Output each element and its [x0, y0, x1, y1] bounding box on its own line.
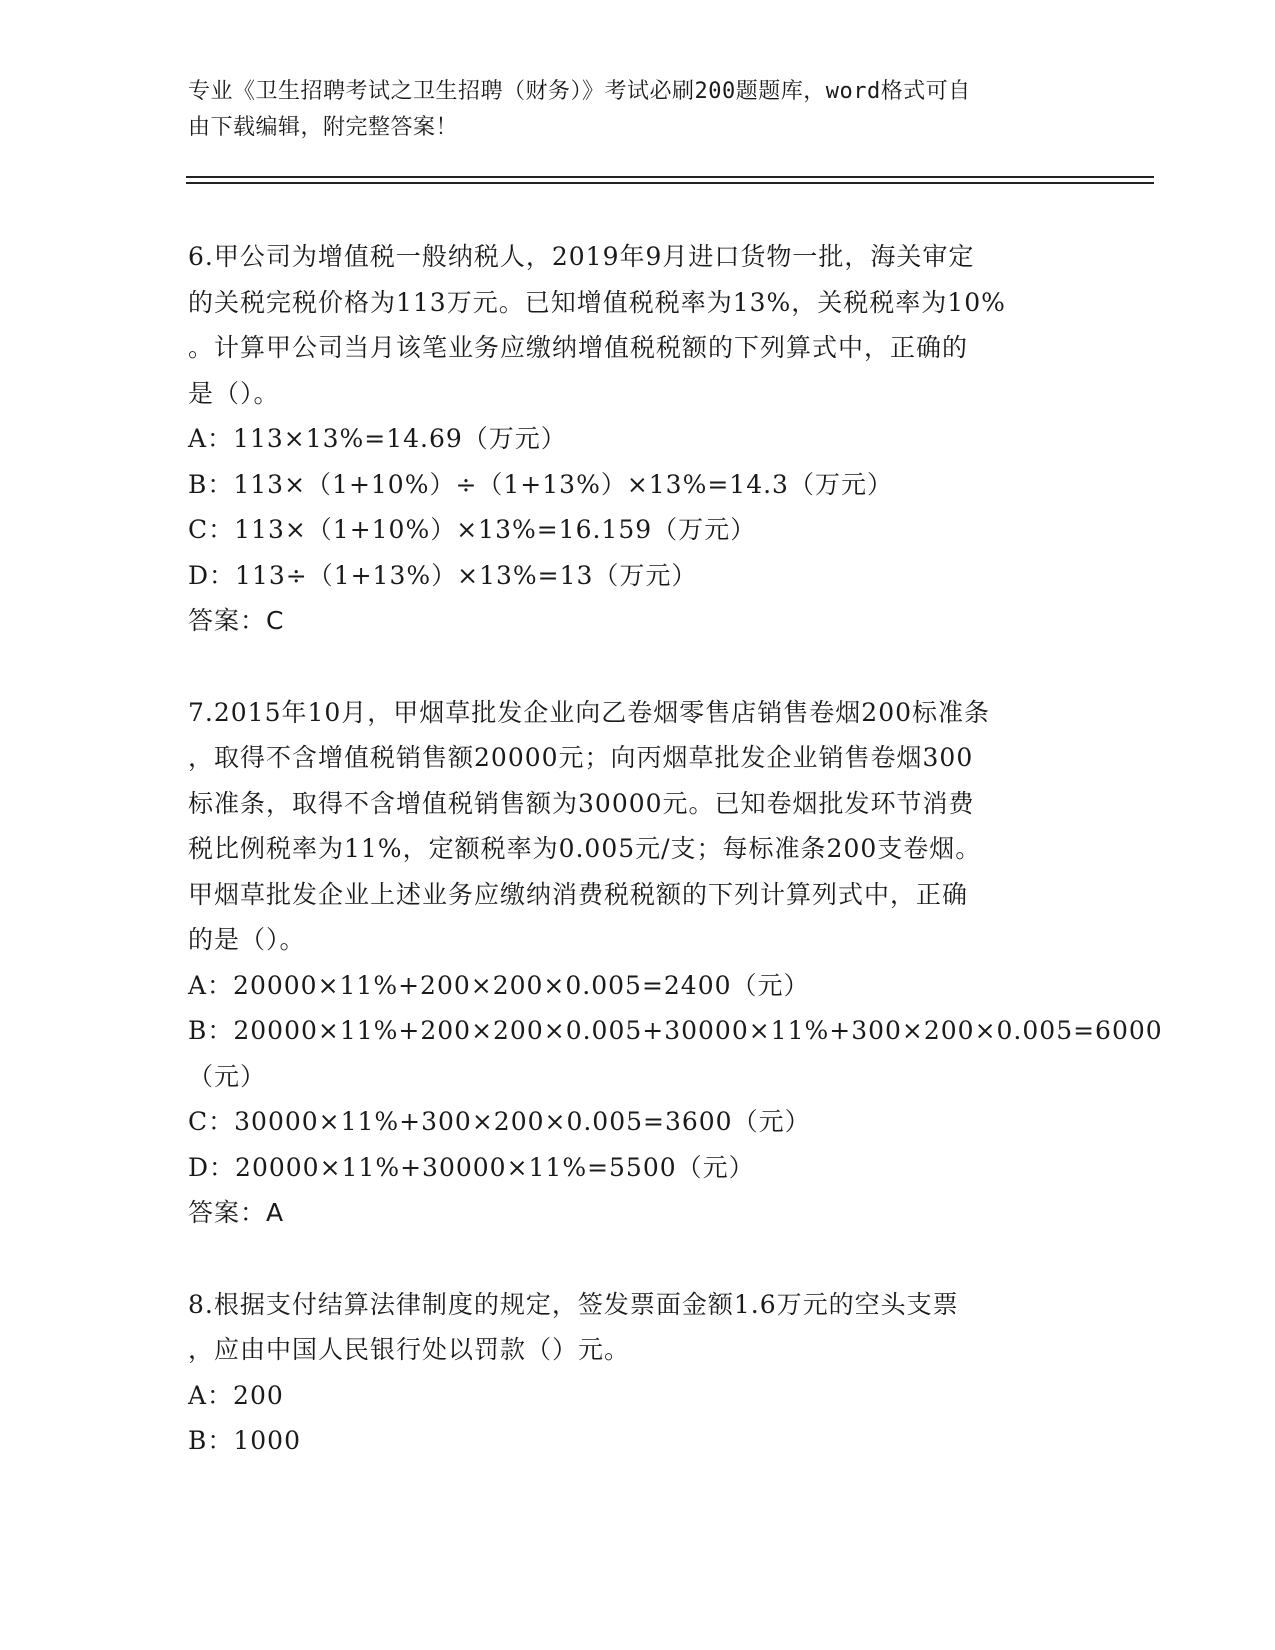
header-line: 专业《卫生招聘考试之卫生招聘（财务）》考试必刷200题题库，word格式可自: [188, 79, 971, 104]
question-stem-line: 税比例税率为11%，定额税率为0.005元/支；每标准条200支卷烟。: [188, 834, 982, 863]
question-stem-line: ，应由中国人民银行处以罚款（）元。: [188, 1335, 631, 1364]
option-d: D：20000×11%+30000×11%=5500（元）: [188, 1152, 755, 1182]
questions-content: [188, 234, 1163, 1464]
question-stem-line: 8.根据支付结算法律制度的规定，签发票面金额1.6万元的空头支票: [188, 1289, 959, 1319]
question-8: [188, 1282, 1088, 1464]
question-stem-line: 6.甲公司为增值税一般纳税人，2019年9月进口货物一批，海关审定: [188, 242, 975, 271]
option-a: A：200: [188, 1380, 284, 1410]
document-header: [188, 74, 1088, 146]
header-divider: [186, 176, 1154, 178]
question-stem-line: 的关税完税价格为113万元。已知增值税税率为13%，关税税率为10%: [188, 287, 1006, 317]
option-c: C：30000×11%+300×200×0.005=3600（元）: [188, 1107, 811, 1136]
answer-label: 答案：A: [188, 1198, 285, 1227]
question-stem-line: 。计算甲公司当月该笔业务应缴纳增值税税额的下列算式中，正确的: [188, 333, 969, 362]
option-b-continued: （元）: [188, 1061, 267, 1091]
question-stem-line: ，取得不含增值税销售额20000元；向丙烟草批发企业销售卷烟300: [188, 743, 974, 772]
option-d: D：113÷（1+13%）×13%=13（万元）: [188, 560, 698, 590]
option-b: B：20000×11%+200×200×0.005+30000×11%+300×200×0.005=6000: [188, 1016, 1163, 1045]
question-7: [188, 690, 1163, 1236]
header-line: 由下载编辑，附完整答案！: [188, 115, 459, 140]
question-stem-line: 标准条，取得不含增值税销售额为30000元。已知卷烟批发环节消费: [188, 788, 975, 818]
question-stem-line: 甲烟草批发企业上述业务应缴纳消费税税额的下列计算列式中，正确: [188, 879, 969, 909]
option-a: A：113×13%=14.69（万元）: [188, 424, 567, 453]
question-stem-line: 的是（）。: [188, 925, 306, 954]
option-a: A：20000×11%+200×200×0.005=2400（元）: [188, 970, 810, 1000]
header-divider: [186, 182, 1154, 184]
question-stem-line: 是（）。: [188, 378, 280, 408]
answer-label: 答案：C: [188, 606, 285, 635]
question-6: [188, 234, 1088, 644]
option-b: B：113×（1+10%）÷（1+13%）×13%=14.3（万元）: [188, 469, 893, 499]
option-b: B：1000: [188, 1426, 301, 1455]
option-c: C：113×（1+10%）×13%=16.159（万元）: [188, 515, 757, 544]
question-stem-line: 7.2015年10月，甲烟草批发企业向乙卷烟零售店销售卷烟200标准条: [188, 697, 991, 727]
